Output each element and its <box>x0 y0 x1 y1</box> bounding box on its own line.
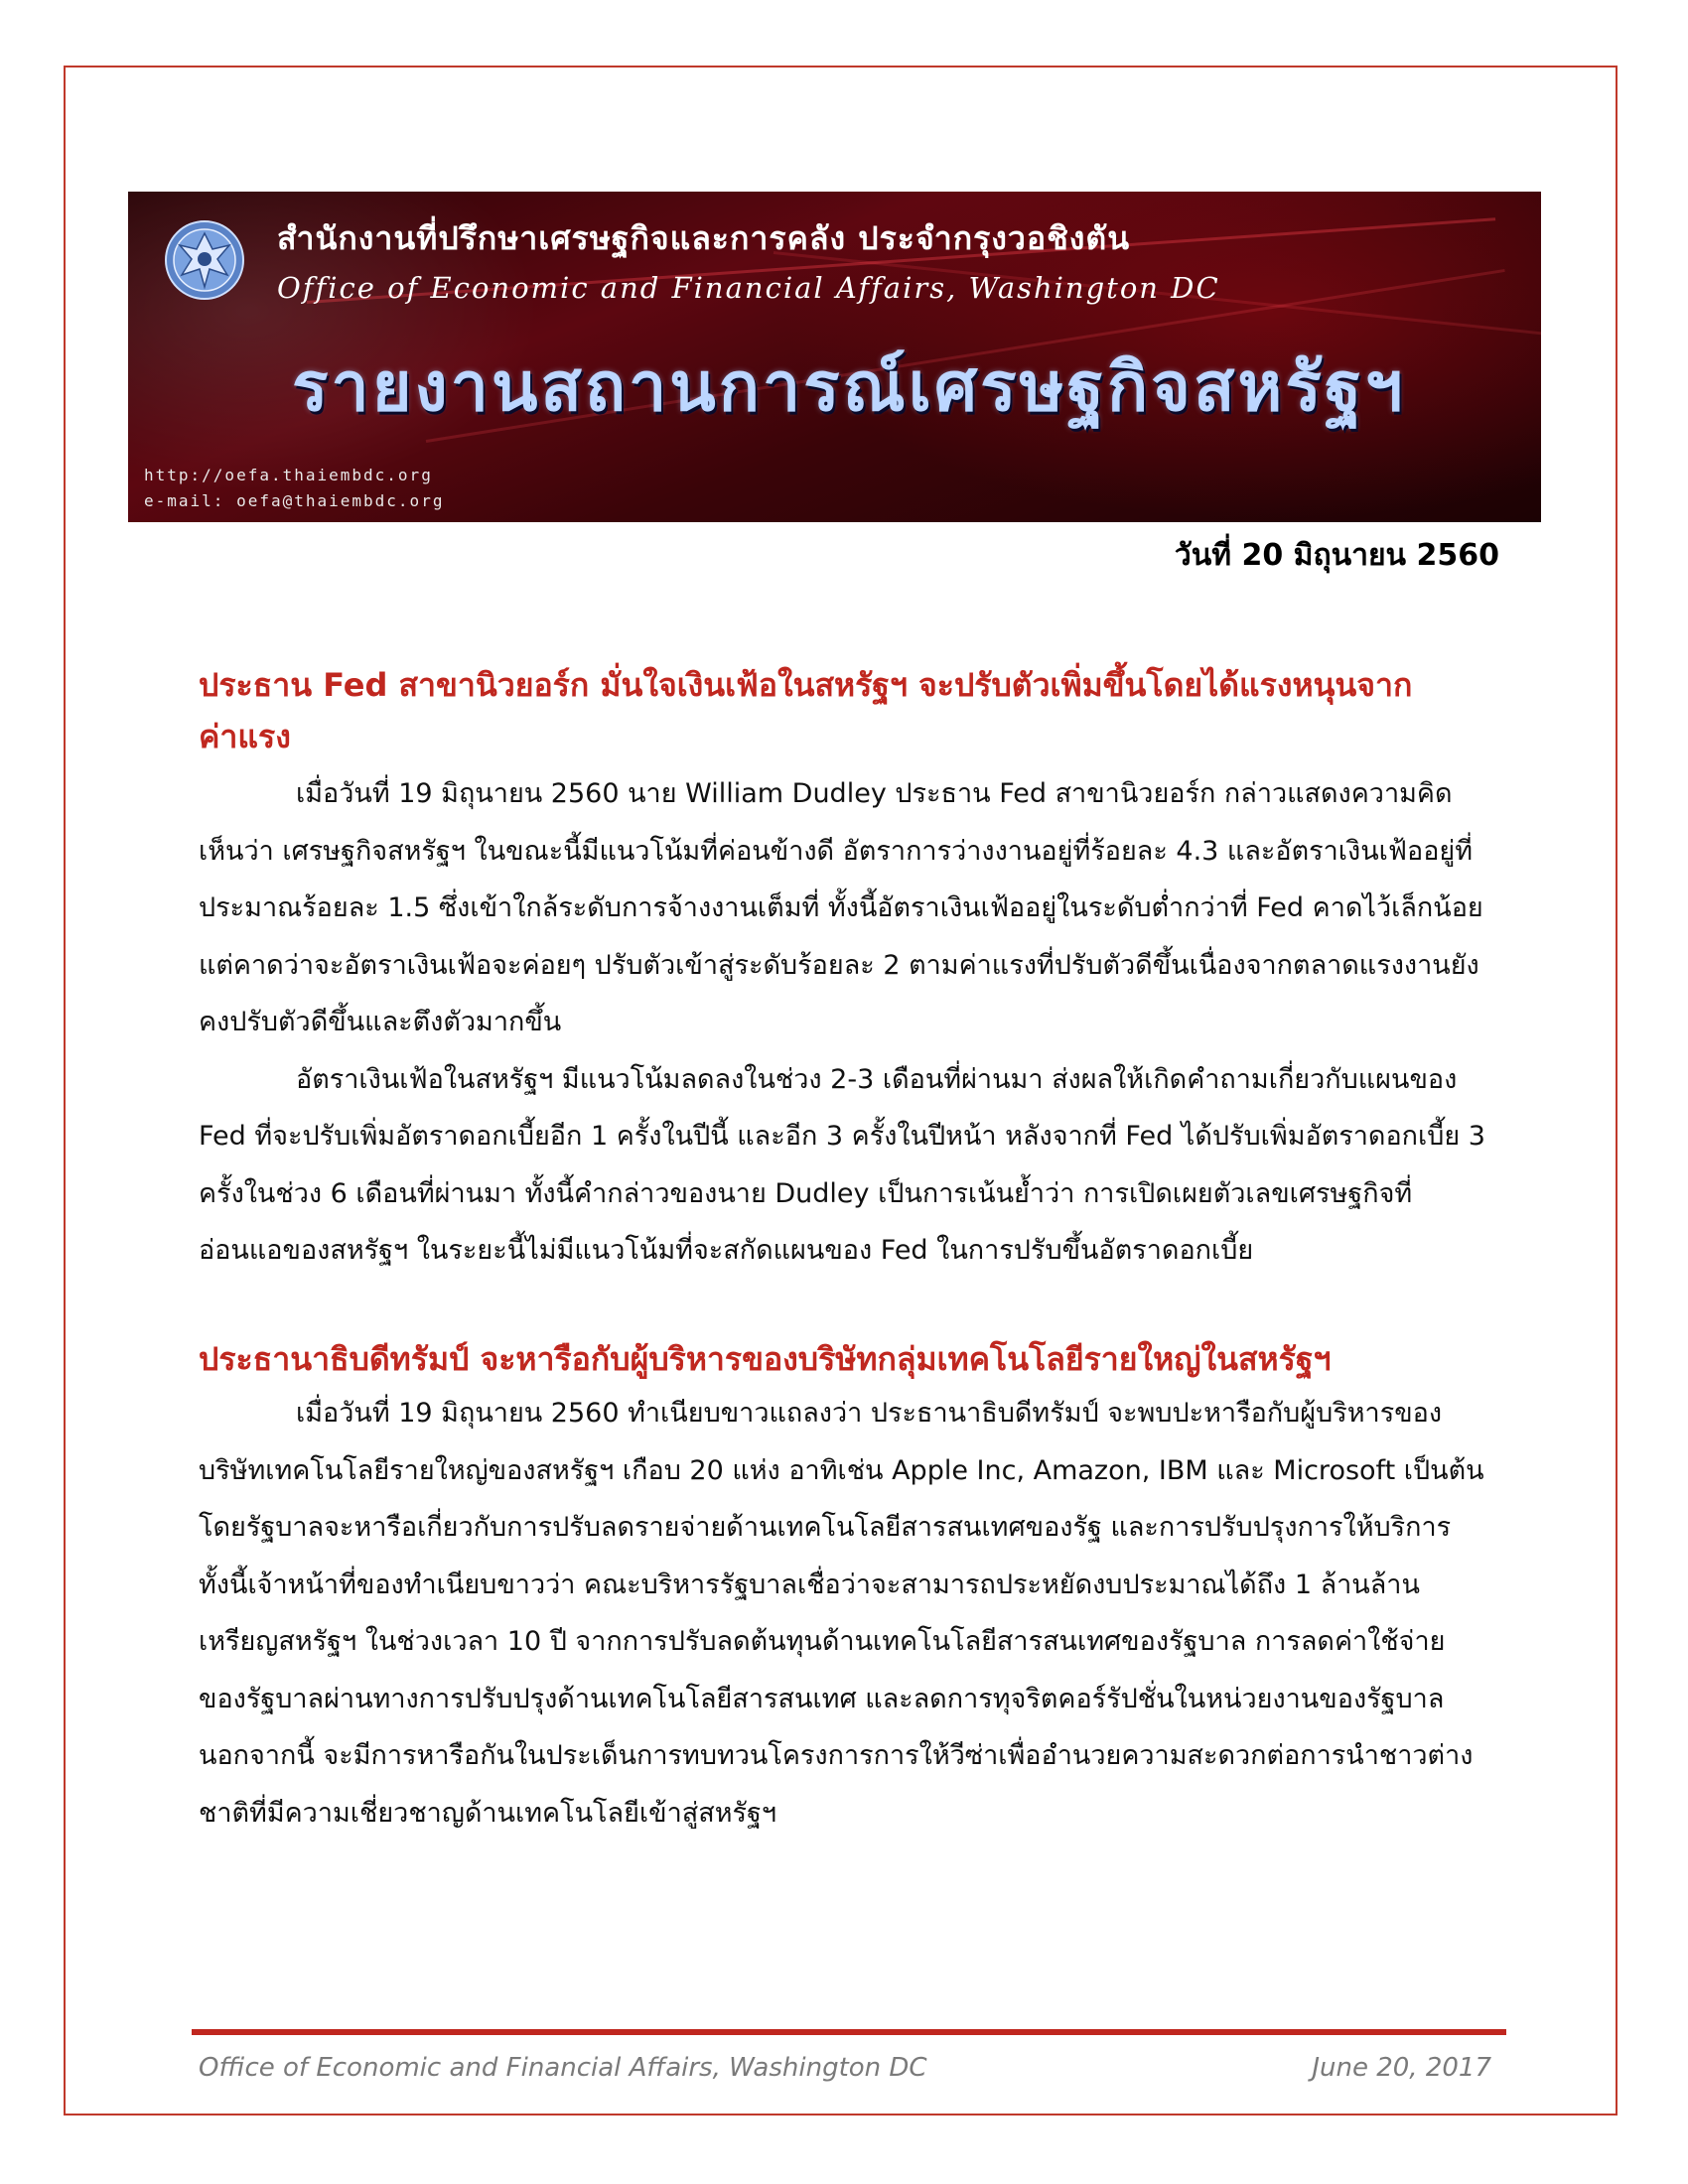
article-headline: ประธานาธิบดีทรัมป์ จะหารือกับผู้บริหารของบริษัทกลุ่มเทคโนโลยีรายใหญ่ในสหรัฐฯ <box>199 1340 1332 1378</box>
report-date: วันที่ 20 มิถุนายน 2560 <box>1174 538 1499 573</box>
org-name-thai: สำนักงานที่ปรึกษาเศรษฐกิจและการคลัง ประจำกรุงวอชิงตัน <box>277 219 1131 257</box>
article-headline: ประธาน Fed สาขานิวยอร์ก มั่นใจเงินเฟ้อในสหรัฐฯ จะปรับตัวเพิ่มขึ้นโดยได้แรงหนุนจากค่าแรง <box>199 666 1413 755</box>
contact-email[interactable]: e-mail: oefa@thaiembdc.org <box>144 491 445 510</box>
footer-divider <box>192 2029 1506 2035</box>
header-banner <box>128 192 1541 522</box>
article-paragraph: อัตราเงินเฟ้อในสหรัฐฯ มีแนวโน้มลดลงในช่วง 2-3 เดือนที่ผ่านมา ส่งผลให้เกิดคำถามเกี่ยวกับแผนของ Fed ที่จะปรับเพิ่มอัตราดอกเบี้ยอีก 1 ครั้งในปีนี้ และอีก 3 ครั้งในปีหน้า หลังจากที่ Fed ได้ปรับเพิ่มอัตราดอกเบี้ย 3 ครั้งในช่วง 6 เดือนที่ผ่านมา ทั้งนี้คำกล่าวของนาย Dudley เป็นการเน้นย้ำว่า การเปิดเผยตัวเลขเศรษฐกิจที่อ่อนแอของสหรัฐฯ ในระยะนี้ไม่มีแนวโน้มที่จะสกัดแผนของ Fed ในการปรับขึ้นอัตราดอกเบี้ย <box>199 1063 1485 1266</box>
footer-date: June 20, 2017 <box>1312 2053 1491 2083</box>
article <box>199 1333 1489 1842</box>
article-paragraph: เมื่อวันที่ 19 มิถุนายน 2560 นาย William Dudley ประธาน Fed สาขานิวยอร์ก กล่าวแสดงความคิดเห็นว่า เศรษฐกิจสหรัฐฯ ในขณะนี้มีแนวโน้มที่ค่อนข้างดี อัตราการว่างงานอยู่ที่ร้อยละ 4.3 และอัตราเงินเฟ้ออยู่ที่ประมาณร้อยละ 1.5 ซึ่งเข้าใกล้ระดับการจ้างงานเต็มที่ ทั้งนี้อัตราเงินเฟ้ออยู่ในระดับต่ำกว่าที่ Fed คาดไว้เล็กน้อย แต่คาดว่าจะอัตราเงินเฟ้อจะค่อยๆ ปรับตัวเข้าสู่ระดับร้อยละ 2 ตามค่าแรงที่ปรับตัวดีขึ้นเนื่องจากตลาดแรงงานยังคงปรับตัวดีขึ้นและตึงตัวมากขึ้น <box>199 778 1483 1037</box>
report-title: รายงานสถานการณ์เศรษฐกิจสหรัฐฯ <box>292 347 1406 427</box>
article-paragraph: เมื่อวันที่ 19 มิถุนายน 2560 ทำเนียบขาวแถลงว่า ประธานาธิบดีทรัมป์ จะพบปะหารือกับผู้บริหารของบริษัทเทคโนโลยีรายใหญ่ของสหรัฐฯ เกือบ 20 แห่ง อาทิเช่น Apple Inc, Amazon, IBM และ Microsoft เป็นต้น โดยรัฐบาลจะหารือเกี่ยวกับการปรับลดรายจ่ายด้านเทคโนโลยีสารสนเทศของรัฐ และการปรับปรุงการให้บริการ ทั้งนี้เจ้าหน้าที่ของทำเนียบขาวว่า คณะบริหารรัฐบาลเชื่อว่าจะสามารถประหยัดงบประมาณได้ถึง 1 ล้านล้านเหรียญสหรัฐฯ ในช่วงเวลา 10 ปี จากการปรับลดต้นทุนด้านเทคโนโลยีสารสนเทศของรัฐบาล การลดค่าใช้จ่ายของรัฐบาลผ่านทางการปรับปรุงด้านเทคโนโลยีสารสนเทศ และลดการทุจริตคอร์รัปชั่นในหน่วยงานของรัฐบาล นอกจากนี้ จะมีการหารือกันในประเด็นการทบทวนโครงการการให้วีซ่าเพื่ออำนวยความสะดวกต่อการนำชาวต่างชาติที่มีความเชี่ยวชาญด้านเทคโนโลยีเข้าสู่สหรัฐฯ <box>199 1398 1484 1829</box>
garuda-seal-icon <box>164 219 245 301</box>
article <box>199 659 1489 1280</box>
footer-organization: Office of Economic and Financial Affairs, Washington DC <box>199 2053 927 2083</box>
org-name-english: Office of Economic and Financial Affairs, Washington DC <box>277 271 1220 305</box>
website-url[interactable]: http://oefa.thaiembdc.org <box>144 466 433 484</box>
